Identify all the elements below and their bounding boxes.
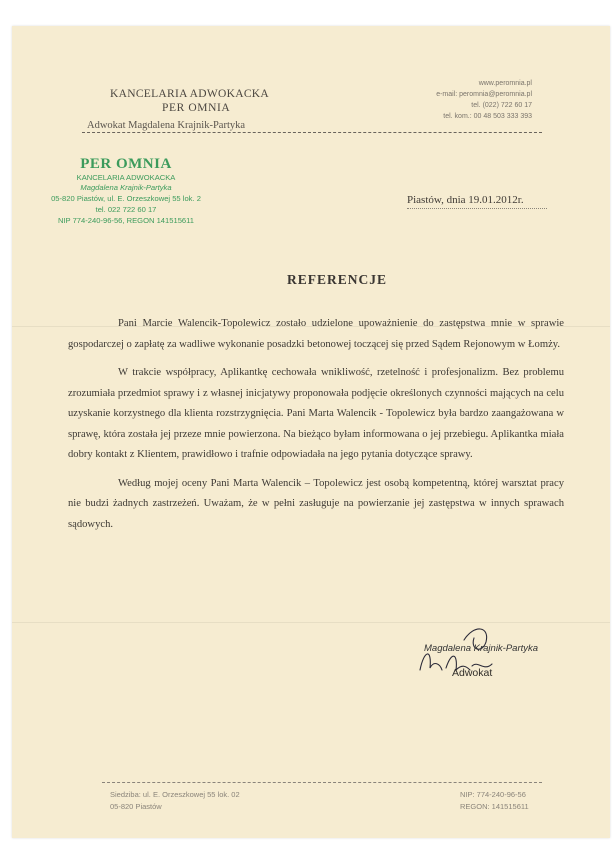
attorney-name: Adwokat Magdalena Krajnik-Partyka: [87, 120, 246, 131]
stamp-line: 05-820 Piastów, ul. E. Orzeszkowej 55 lok. 2: [51, 194, 201, 203]
body-paragraph: W trakcie współpracy, Aplikantkę cechowała wnikliwość, rzetelność i profesjonalizm. Bez problemu zrozumiała przedmiot sprawy i z własnej inicjatywy proponowała podjęcie określonych czynności mających na celu uzyskanie korzystnego dla klienta rozstrzygnięcia. Pani Marta Walencik - Topolewicz była bardzo zaangażowana w sprawę, która została jej przeze mnie powierzona. Na bieżąco byłam informowana o jej przebiegu. Aplikantka miała dobry kontakt z Klientem, prawidłowo i trafnie odpowiadała na jego pytania dotyczące sprawy.: [68, 367, 564, 460]
letter-date: Piastów, dnia 19.01.2012r.: [407, 194, 524, 206]
signatory-role: Adwokat: [452, 667, 493, 679]
footer-city: 05-820 Piastów: [110, 802, 162, 811]
contact-phone: tel. (022) 722 60 17: [471, 102, 532, 109]
footer-regon: REGON: 141515611: [460, 802, 529, 811]
body-paragraph: Pani Marcie Walencik-Topolewicz zostało udzielone upoważnienie do zastępstwa mnie w sprawie gospodarczej o zapłatę za wadliwe wykonanie posadzki betonowej toczącej się przed Sądem Rejonowym w Łomży.: [68, 318, 564, 350]
footer-divider: [102, 782, 542, 783]
stamp-line: tel. 022 722 60 17: [95, 205, 157, 214]
footer-nip: NIP: 774-240-96-56: [460, 790, 526, 799]
firm-brand: PER OMNIA: [162, 102, 231, 114]
contact-website: www.peromnia.pl: [478, 80, 532, 87]
stamp-line: NIP 774-240-96-56, REGON 141515611: [57, 216, 195, 225]
document-title: REFERENCJE: [286, 272, 387, 287]
header-divider: [82, 132, 542, 133]
date-underline: [407, 208, 547, 209]
body-paragraph: Według mojej oceny Pani Marta Walencik – Topolewicz jest osobą kompetentną, której warsztat pracy nie budzi żadnych zastrzeżeń. Uważam, że w pełni zasługuje na powierzanie jej zastępstwa w innych sprawach sądowych.: [68, 477, 564, 530]
stamp-line: Magdalena Krajnik-Partyka: [80, 183, 172, 192]
letter-page: [12, 26, 610, 838]
footer-address: Siedziba: ul. E. Orzeszkowej 55 lok. 02: [110, 790, 240, 799]
stamp-line: KANCELARIA ADWOKACKA: [76, 173, 176, 182]
contact-email: e-mail: peromnia@peromnia.pl: [436, 91, 532, 98]
contact-mobile: tel. kom.: 00 48 503 333 393: [443, 113, 532, 120]
signatory-name: Magdalena Krajnik-Partyka: [424, 643, 539, 654]
firm-name: KANCELARIA ADWOKACKA: [110, 88, 270, 100]
stamp-title: PER OMNIA: [80, 156, 172, 172]
letter-body: [68, 314, 564, 543]
